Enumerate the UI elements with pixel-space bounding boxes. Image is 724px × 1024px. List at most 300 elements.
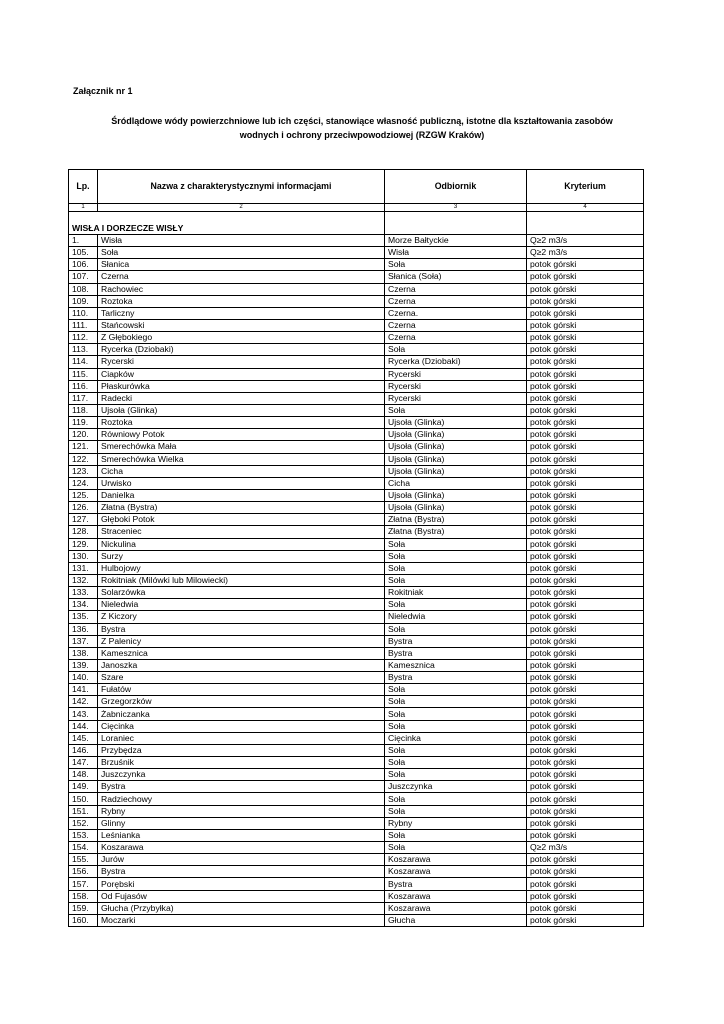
cell-criterion: potok górski bbox=[527, 793, 644, 805]
table-row bbox=[69, 332, 644, 344]
cell-criterion: potok górski bbox=[527, 659, 644, 671]
cell-name: Roztoka bbox=[98, 295, 385, 307]
table-row bbox=[69, 477, 644, 489]
table-row bbox=[69, 502, 644, 514]
table-row bbox=[69, 283, 644, 295]
section-empty-cell bbox=[385, 212, 527, 235]
cell-receiver: Bystra bbox=[385, 878, 527, 890]
cell-criterion: potok górski bbox=[527, 319, 644, 331]
cell-criterion: potok górski bbox=[527, 781, 644, 793]
table-row bbox=[69, 769, 644, 781]
cell-receiver: Soła bbox=[385, 842, 527, 854]
table-row bbox=[69, 708, 644, 720]
cell-criterion: potok górski bbox=[527, 404, 644, 416]
cell-receiver: Soła bbox=[385, 757, 527, 769]
cell-criterion: potok górski bbox=[527, 380, 644, 392]
cell-receiver: Czerna bbox=[385, 332, 527, 344]
cell-lp: 133. bbox=[69, 587, 98, 599]
cell-receiver: Morze Bałtyckie bbox=[385, 235, 527, 247]
cell-name: Solarzówka bbox=[98, 587, 385, 599]
cell-lp: 147. bbox=[69, 757, 98, 769]
table-row bbox=[69, 295, 644, 307]
cell-name: Straceniec bbox=[98, 526, 385, 538]
cell-criterion: Q≥2 m3/s bbox=[527, 247, 644, 259]
cell-receiver: Soła bbox=[385, 574, 527, 586]
cell-name: Porębski bbox=[98, 878, 385, 890]
table-row bbox=[69, 684, 644, 696]
cell-criterion: potok górski bbox=[527, 295, 644, 307]
cell-receiver: Rycerka (Dziobaki) bbox=[385, 356, 527, 368]
table-row bbox=[69, 404, 644, 416]
cell-lp: 131. bbox=[69, 562, 98, 574]
cell-receiver: Koszarawa bbox=[385, 866, 527, 878]
table-row bbox=[69, 805, 644, 817]
column-number: 1 bbox=[69, 204, 98, 212]
cell-receiver: Kamesznica bbox=[385, 659, 527, 671]
cell-criterion: potok górski bbox=[527, 890, 644, 902]
cell-criterion: potok górski bbox=[527, 332, 644, 344]
table-row bbox=[69, 599, 644, 611]
cell-criterion: potok górski bbox=[527, 732, 644, 744]
cell-criterion: potok górski bbox=[527, 914, 644, 926]
cell-criterion: potok górski bbox=[527, 623, 644, 635]
cell-receiver: Ujsoła (Glinka) bbox=[385, 465, 527, 477]
table-row bbox=[69, 368, 644, 380]
cell-criterion: potok górski bbox=[527, 441, 644, 453]
table-row bbox=[69, 259, 644, 271]
cell-receiver: Czerna bbox=[385, 319, 527, 331]
cell-lp: 127. bbox=[69, 514, 98, 526]
cell-name: Koszarawa bbox=[98, 842, 385, 854]
cell-name: Z Palenicy bbox=[98, 635, 385, 647]
cell-lp: 153. bbox=[69, 829, 98, 841]
cell-lp: 124. bbox=[69, 477, 98, 489]
cell-lp: 126. bbox=[69, 502, 98, 514]
document-title bbox=[60, 114, 664, 142]
cell-receiver: Cięcinka bbox=[385, 732, 527, 744]
cell-receiver: Ujsoła (Glinka) bbox=[385, 441, 527, 453]
cell-criterion: potok górski bbox=[527, 356, 644, 368]
cell-receiver: Rybny bbox=[385, 817, 527, 829]
cell-receiver: Soła bbox=[385, 623, 527, 635]
cell-lp: 109. bbox=[69, 295, 98, 307]
cell-lp: 135. bbox=[69, 611, 98, 623]
cell-lp: 117. bbox=[69, 392, 98, 404]
cell-receiver: Głucha bbox=[385, 914, 527, 926]
cell-criterion: potok górski bbox=[527, 744, 644, 756]
cell-lp: 152. bbox=[69, 817, 98, 829]
cell-criterion: potok górski bbox=[527, 817, 644, 829]
column-number: 3 bbox=[385, 204, 527, 212]
cell-receiver: Rycerski bbox=[385, 368, 527, 380]
table-row bbox=[69, 538, 644, 550]
cell-lp: 121. bbox=[69, 441, 98, 453]
table-row bbox=[69, 817, 644, 829]
header-criterion: Kryterium bbox=[527, 170, 644, 204]
cell-name: Bystra bbox=[98, 781, 385, 793]
table-header-row bbox=[69, 170, 644, 204]
cell-name: Leśnianka bbox=[98, 829, 385, 841]
cell-criterion: potok górski bbox=[527, 757, 644, 769]
cell-receiver: Soła bbox=[385, 344, 527, 356]
cell-criterion: potok górski bbox=[527, 550, 644, 562]
cell-name: Nieledwia bbox=[98, 599, 385, 611]
cell-name: Słanica bbox=[98, 259, 385, 271]
cell-name: Kamesznica bbox=[98, 647, 385, 659]
cell-lp: 155. bbox=[69, 854, 98, 866]
cell-criterion: potok górski bbox=[527, 271, 644, 283]
table-row bbox=[69, 890, 644, 902]
cell-criterion: potok górski bbox=[527, 477, 644, 489]
cell-lp: 129. bbox=[69, 538, 98, 550]
cell-receiver: Ujsoła (Glinka) bbox=[385, 417, 527, 429]
table-row bbox=[69, 514, 644, 526]
cell-lp: 128. bbox=[69, 526, 98, 538]
cell-criterion: potok górski bbox=[527, 502, 644, 514]
table-row bbox=[69, 235, 644, 247]
table-row bbox=[69, 914, 644, 926]
cell-name: Szare bbox=[98, 672, 385, 684]
table-row bbox=[69, 417, 644, 429]
cell-receiver: Soła bbox=[385, 720, 527, 732]
table-row bbox=[69, 392, 644, 404]
cell-receiver: Juszczynka bbox=[385, 781, 527, 793]
cell-receiver: Rycerski bbox=[385, 380, 527, 392]
column-number: 4 bbox=[527, 204, 644, 212]
cell-criterion: Q≥2 m3/s bbox=[527, 842, 644, 854]
table-row bbox=[69, 489, 644, 501]
cell-criterion: potok górski bbox=[527, 259, 644, 271]
cell-criterion: potok górski bbox=[527, 599, 644, 611]
cell-lp: 116. bbox=[69, 380, 98, 392]
cell-receiver: Soła bbox=[385, 538, 527, 550]
cell-receiver: Czerna bbox=[385, 295, 527, 307]
cell-criterion: potok górski bbox=[527, 587, 644, 599]
table-row bbox=[69, 441, 644, 453]
cell-receiver: Cicha bbox=[385, 477, 527, 489]
cell-criterion: potok górski bbox=[527, 429, 644, 441]
cell-criterion: potok górski bbox=[527, 392, 644, 404]
cell-name: Z Kiczory bbox=[98, 611, 385, 623]
attachment-label: Załącznik nr 1 bbox=[73, 86, 133, 96]
section-row bbox=[69, 212, 644, 235]
cell-name: Janoszka bbox=[98, 659, 385, 671]
cell-criterion: potok górski bbox=[527, 538, 644, 550]
table-row bbox=[69, 878, 644, 890]
cell-lp: 132. bbox=[69, 574, 98, 586]
cell-name: Od Fujasów bbox=[98, 890, 385, 902]
cell-name: Bystra bbox=[98, 866, 385, 878]
cell-name: Rybny bbox=[98, 805, 385, 817]
table-row bbox=[69, 319, 644, 331]
table-row bbox=[69, 781, 644, 793]
cell-name: Rycerka (Dziobaki) bbox=[98, 344, 385, 356]
cell-name: Urwisko bbox=[98, 477, 385, 489]
cell-receiver: Ujsoła (Glinka) bbox=[385, 429, 527, 441]
cell-name: Juszczynka bbox=[98, 769, 385, 781]
table-row bbox=[69, 356, 644, 368]
cell-name: Rycerski bbox=[98, 356, 385, 368]
cell-lp: 139. bbox=[69, 659, 98, 671]
cell-name: Tarliczny bbox=[98, 307, 385, 319]
cell-criterion: potok górski bbox=[527, 635, 644, 647]
cell-lp: 149. bbox=[69, 781, 98, 793]
cell-name: Żabniczanka bbox=[98, 708, 385, 720]
cell-criterion: potok górski bbox=[527, 647, 644, 659]
cell-criterion: potok górski bbox=[527, 514, 644, 526]
cell-criterion: potok górski bbox=[527, 368, 644, 380]
cell-lp: 145. bbox=[69, 732, 98, 744]
cell-lp: 120. bbox=[69, 429, 98, 441]
cell-criterion: potok górski bbox=[527, 866, 644, 878]
cell-criterion: potok górski bbox=[527, 453, 644, 465]
title-line-1: Śródlądowe wódy powierzchniowe lub ich części, stanowiące własność publiczną, istotne dla kształtowania zasobów bbox=[111, 116, 613, 126]
cell-lp: 156. bbox=[69, 866, 98, 878]
cell-name: Głęboki Potok bbox=[98, 514, 385, 526]
table-row bbox=[69, 720, 644, 732]
cell-criterion: potok górski bbox=[527, 611, 644, 623]
cell-lp: 125. bbox=[69, 489, 98, 501]
cell-criterion: potok górski bbox=[527, 344, 644, 356]
cell-name: Danielka bbox=[98, 489, 385, 501]
cell-receiver: Bystra bbox=[385, 672, 527, 684]
cell-criterion: potok górski bbox=[527, 902, 644, 914]
cell-lp: 114. bbox=[69, 356, 98, 368]
cell-name: Bystra bbox=[98, 623, 385, 635]
table-row bbox=[69, 465, 644, 477]
table-row bbox=[69, 562, 644, 574]
table-row bbox=[69, 574, 644, 586]
cell-receiver: Rycerski bbox=[385, 392, 527, 404]
cell-name: Rokitniak (Milówki lub Milowiecki) bbox=[98, 574, 385, 586]
cell-name: Równiowy Potok bbox=[98, 429, 385, 441]
cell-receiver: Soła bbox=[385, 769, 527, 781]
cell-lp: 159. bbox=[69, 902, 98, 914]
cell-criterion: potok górski bbox=[527, 878, 644, 890]
table-row bbox=[69, 842, 644, 854]
cell-name: Przybędza bbox=[98, 744, 385, 756]
table-row bbox=[69, 672, 644, 684]
cell-name: Ujsoła (Glinka) bbox=[98, 404, 385, 416]
cell-receiver: Bystra bbox=[385, 635, 527, 647]
cell-receiver: Soła bbox=[385, 404, 527, 416]
cell-lp: 122. bbox=[69, 453, 98, 465]
cell-name: Roztoka bbox=[98, 417, 385, 429]
table-row bbox=[69, 247, 644, 259]
cell-receiver: Soła bbox=[385, 599, 527, 611]
table-row bbox=[69, 793, 644, 805]
cell-name: Smerechówka Wielka bbox=[98, 453, 385, 465]
cell-lp: 115. bbox=[69, 368, 98, 380]
cell-name: Płaskurówka bbox=[98, 380, 385, 392]
cell-lp: 130. bbox=[69, 550, 98, 562]
cell-name: Czerna bbox=[98, 271, 385, 283]
cell-lp: 110. bbox=[69, 307, 98, 319]
table-row bbox=[69, 587, 644, 599]
table-row bbox=[69, 307, 644, 319]
cell-criterion: potok górski bbox=[527, 307, 644, 319]
cell-name: Stańcowski bbox=[98, 319, 385, 331]
cell-lp: 118. bbox=[69, 404, 98, 416]
cell-criterion: potok górski bbox=[527, 720, 644, 732]
cell-receiver: Nieledwia bbox=[385, 611, 527, 623]
cell-lp: 158. bbox=[69, 890, 98, 902]
cell-receiver: Czerna. bbox=[385, 307, 527, 319]
cell-criterion: potok górski bbox=[527, 805, 644, 817]
table-row bbox=[69, 744, 644, 756]
table-row bbox=[69, 757, 644, 769]
cell-lp: 106. bbox=[69, 259, 98, 271]
table-row bbox=[69, 611, 644, 623]
cell-name: Z Głębokiego bbox=[98, 332, 385, 344]
cell-lp: 143. bbox=[69, 708, 98, 720]
cell-receiver: Ujsoła (Glinka) bbox=[385, 489, 527, 501]
cell-criterion: potok górski bbox=[527, 696, 644, 708]
cell-criterion: Q≥2 m3/s bbox=[527, 235, 644, 247]
cell-name: Jurów bbox=[98, 854, 385, 866]
cell-lp: 138. bbox=[69, 647, 98, 659]
table-row bbox=[69, 526, 644, 538]
cell-receiver: Ujsoła (Glinka) bbox=[385, 502, 527, 514]
cell-receiver: Ujsoła (Glinka) bbox=[385, 453, 527, 465]
cell-lp: 144. bbox=[69, 720, 98, 732]
table-row bbox=[69, 732, 644, 744]
column-number-row bbox=[69, 204, 644, 212]
cell-criterion: potok górski bbox=[527, 708, 644, 720]
cell-lp: 119. bbox=[69, 417, 98, 429]
table-row bbox=[69, 271, 644, 283]
cell-lp: 107. bbox=[69, 271, 98, 283]
cell-lp: 108. bbox=[69, 283, 98, 295]
table-row bbox=[69, 647, 644, 659]
table-row bbox=[69, 866, 644, 878]
cell-receiver: Złatna (Bystra) bbox=[385, 514, 527, 526]
cell-criterion: potok górski bbox=[527, 574, 644, 586]
cell-receiver: Wisła bbox=[385, 247, 527, 259]
table-row bbox=[69, 659, 644, 671]
cell-lp: 141. bbox=[69, 684, 98, 696]
cell-receiver: Czerna bbox=[385, 283, 527, 295]
cell-name: Glinny bbox=[98, 817, 385, 829]
cell-name: Rachowiec bbox=[98, 283, 385, 295]
cell-name: Brzuśnik bbox=[98, 757, 385, 769]
cell-name: Fułatów bbox=[98, 684, 385, 696]
cell-name: Radziechowy bbox=[98, 793, 385, 805]
table-row bbox=[69, 696, 644, 708]
cell-receiver: Soła bbox=[385, 550, 527, 562]
cell-receiver: Rokitniak bbox=[385, 587, 527, 599]
cell-name: Ciapków bbox=[98, 368, 385, 380]
cell-criterion: potok górski bbox=[527, 417, 644, 429]
cell-lp: 154. bbox=[69, 842, 98, 854]
cell-criterion: potok górski bbox=[527, 854, 644, 866]
cell-receiver: Soła bbox=[385, 805, 527, 817]
cell-criterion: potok górski bbox=[527, 829, 644, 841]
table-row bbox=[69, 344, 644, 356]
column-number: 2 bbox=[98, 204, 385, 212]
cell-name: Grzegorzków bbox=[98, 696, 385, 708]
cell-lp: 137. bbox=[69, 635, 98, 647]
cell-receiver: Soła bbox=[385, 793, 527, 805]
cell-name: Hulbojowy bbox=[98, 562, 385, 574]
section-title: WISŁA I DORZECZE WISŁY bbox=[69, 212, 385, 235]
cell-name: Smerechówka Mała bbox=[98, 441, 385, 453]
cell-criterion: potok górski bbox=[527, 489, 644, 501]
cell-receiver: Złatna (Bystra) bbox=[385, 526, 527, 538]
cell-name: Soła bbox=[98, 247, 385, 259]
cell-lp: 157. bbox=[69, 878, 98, 890]
cell-criterion: potok górski bbox=[527, 672, 644, 684]
cell-lp: 111. bbox=[69, 319, 98, 331]
cell-name: Moczarki bbox=[98, 914, 385, 926]
cell-name: Głucha (Przybyłka) bbox=[98, 902, 385, 914]
cell-lp: 140. bbox=[69, 672, 98, 684]
cell-lp: 105. bbox=[69, 247, 98, 259]
cell-lp: 136. bbox=[69, 623, 98, 635]
cell-receiver: Soła bbox=[385, 708, 527, 720]
table-row bbox=[69, 829, 644, 841]
cell-receiver: Koszarawa bbox=[385, 890, 527, 902]
cell-name: Wisła bbox=[98, 235, 385, 247]
cell-lp: 113. bbox=[69, 344, 98, 356]
section-empty-cell bbox=[527, 212, 644, 235]
table-row bbox=[69, 380, 644, 392]
cell-receiver: Koszarawa bbox=[385, 854, 527, 866]
table-body bbox=[69, 170, 644, 927]
cell-receiver: Soła bbox=[385, 696, 527, 708]
table-row bbox=[69, 854, 644, 866]
cell-receiver: Koszarawa bbox=[385, 902, 527, 914]
cell-criterion: potok górski bbox=[527, 769, 644, 781]
cell-name: Nickulina bbox=[98, 538, 385, 550]
table-row bbox=[69, 453, 644, 465]
cell-criterion: potok górski bbox=[527, 562, 644, 574]
cell-name: Cięcinka bbox=[98, 720, 385, 732]
cell-lp: 134. bbox=[69, 599, 98, 611]
cell-receiver: Bystra bbox=[385, 647, 527, 659]
table-row bbox=[69, 635, 644, 647]
cell-lp: 150. bbox=[69, 793, 98, 805]
header-lp: Lp. bbox=[69, 170, 98, 204]
cell-name: Radecki bbox=[98, 392, 385, 404]
cell-lp: 1. bbox=[69, 235, 98, 247]
cell-lp: 160. bbox=[69, 914, 98, 926]
cell-receiver: Soła bbox=[385, 684, 527, 696]
cell-criterion: potok górski bbox=[527, 283, 644, 295]
table-row bbox=[69, 429, 644, 441]
cell-lp: 142. bbox=[69, 696, 98, 708]
cell-receiver: Soła bbox=[385, 744, 527, 756]
cell-name: Surzy bbox=[98, 550, 385, 562]
cell-lp: 112. bbox=[69, 332, 98, 344]
cell-receiver: Soła bbox=[385, 829, 527, 841]
cell-name: Złatna (Bystra) bbox=[98, 502, 385, 514]
cell-lp: 146. bbox=[69, 744, 98, 756]
cell-receiver: Słanica (Soła) bbox=[385, 271, 527, 283]
table-row bbox=[69, 623, 644, 635]
cell-receiver: Soła bbox=[385, 259, 527, 271]
cell-criterion: potok górski bbox=[527, 684, 644, 696]
cell-criterion: potok górski bbox=[527, 465, 644, 477]
cell-lp: 151. bbox=[69, 805, 98, 817]
header-receiver: Odbiornik bbox=[385, 170, 527, 204]
cell-lp: 123. bbox=[69, 465, 98, 477]
cell-receiver: Soła bbox=[385, 562, 527, 574]
water-bodies-table bbox=[68, 169, 644, 927]
header-name: Nazwa z charakterystycznymi informacjami bbox=[98, 170, 385, 204]
cell-name: Cicha bbox=[98, 465, 385, 477]
table-row bbox=[69, 550, 644, 562]
